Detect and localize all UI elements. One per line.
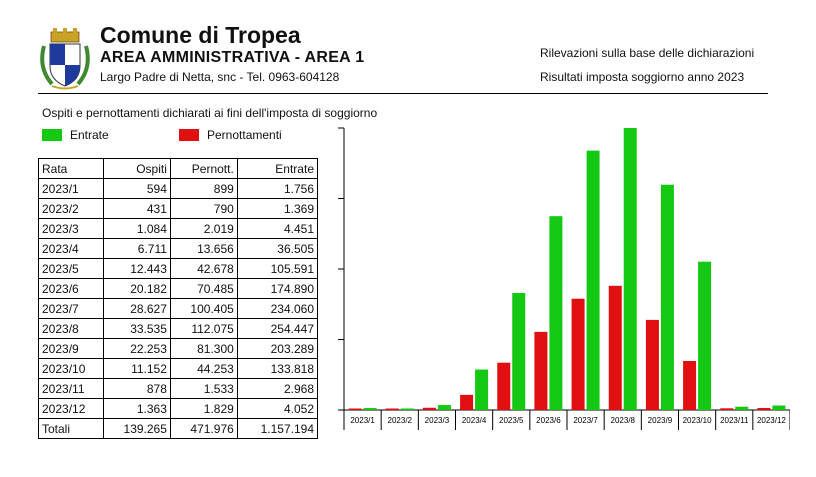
cell-ospiti: 28.627 bbox=[104, 299, 171, 319]
cell-rata: 2023/5 bbox=[39, 259, 104, 279]
bar-pernottamenti-2023-9 bbox=[646, 320, 659, 410]
cell-pernott: 899 bbox=[170, 179, 237, 199]
bar-entrate-2023-1 bbox=[364, 408, 377, 410]
legend-label-pernottamenti: Pernottamenti bbox=[207, 128, 282, 142]
x-tick-label: 2023/6 bbox=[536, 416, 561, 425]
table-row bbox=[39, 219, 318, 239]
cell-entrate: 234.060 bbox=[237, 299, 317, 319]
cell-pernott: 81.300 bbox=[170, 339, 237, 359]
coat-of-arms-logo bbox=[38, 28, 92, 92]
x-tick-label: 2023/1 bbox=[350, 416, 375, 425]
bar-entrate-2023-11 bbox=[735, 407, 748, 410]
bar-pernottamenti-2023-4 bbox=[460, 395, 473, 410]
table-row bbox=[39, 279, 318, 299]
cell-pernott: 70.485 bbox=[170, 279, 237, 299]
cell-ospiti: 1.363 bbox=[104, 399, 171, 419]
cell-rata: 2023/11 bbox=[39, 379, 104, 399]
table-row bbox=[39, 239, 318, 259]
x-tick-label: 2023/5 bbox=[499, 416, 524, 425]
header-divider bbox=[38, 93, 768, 94]
cell-ospiti: 12.443 bbox=[104, 259, 171, 279]
bar-entrate-2023-7 bbox=[587, 151, 600, 410]
header-note-2: Risultati imposta soggiorno anno 2023 bbox=[540, 70, 745, 84]
bar-pernottamenti-2023-6 bbox=[534, 332, 547, 410]
header-note-1: Rilevazioni sulla base delle dichiarazioni bbox=[540, 46, 755, 60]
table-row bbox=[39, 179, 318, 199]
cell-ospiti: 431 bbox=[104, 199, 171, 219]
cell-ospiti: 594 bbox=[104, 179, 171, 199]
cell-rata: 2023/4 bbox=[39, 239, 104, 259]
header-entrate: Entrate bbox=[237, 159, 317, 179]
cell-entrate: 133.818 bbox=[237, 359, 317, 379]
table-row bbox=[39, 359, 318, 379]
x-tick-label: 2023/9 bbox=[647, 416, 673, 425]
cell-pernott: 2.019 bbox=[170, 219, 237, 239]
cell-pernott: 100.405 bbox=[170, 299, 237, 319]
cell-rata: 2023/2 bbox=[39, 199, 104, 219]
x-tick-label: 2023/10 bbox=[682, 416, 712, 425]
bar-entrate-2023-2 bbox=[401, 408, 414, 410]
totals-label: Totali bbox=[39, 419, 104, 439]
bar-pernottamenti-2023-2 bbox=[386, 409, 399, 411]
bar-entrate-2023-3 bbox=[438, 405, 451, 410]
table-row bbox=[39, 259, 318, 279]
cell-rata: 2023/7 bbox=[39, 299, 104, 319]
legend-swatch-entrate bbox=[42, 129, 62, 141]
bar-chart bbox=[330, 118, 790, 438]
cell-pernott: 44.253 bbox=[170, 359, 237, 379]
bar-entrate-2023-9 bbox=[661, 185, 674, 410]
cell-entrate: 1.369 bbox=[237, 199, 317, 219]
x-tick-label: 2023/8 bbox=[610, 416, 635, 425]
bar-pernottamenti-2023-11 bbox=[720, 408, 733, 410]
cell-ospiti: 878 bbox=[104, 379, 171, 399]
table-row bbox=[39, 399, 318, 419]
x-tick-label: 2023/2 bbox=[387, 416, 412, 425]
x-tick-label: 2023/12 bbox=[756, 416, 786, 425]
totals-entrate: 1.157.194 bbox=[237, 419, 317, 439]
cell-rata: 2023/9 bbox=[39, 339, 104, 359]
cell-entrate: 254.447 bbox=[237, 319, 317, 339]
cell-pernott: 42.678 bbox=[170, 259, 237, 279]
cell-rata: 2023/6 bbox=[39, 279, 104, 299]
cell-entrate: 4.451 bbox=[237, 219, 317, 239]
cell-ospiti: 6.711 bbox=[104, 239, 171, 259]
cell-pernott: 1.533 bbox=[170, 379, 237, 399]
totals-row bbox=[39, 419, 318, 439]
x-tick-label: 2023/7 bbox=[573, 416, 598, 425]
table-row bbox=[39, 299, 318, 319]
table-header-row bbox=[39, 159, 318, 179]
cell-entrate: 36.505 bbox=[237, 239, 317, 259]
page-title: Comune di Tropea bbox=[100, 22, 301, 48]
cell-entrate: 1.756 bbox=[237, 179, 317, 199]
bar-entrate-2023-12 bbox=[772, 406, 785, 410]
bar-entrate-2023-8 bbox=[624, 128, 637, 410]
cell-rata: 2023/8 bbox=[39, 319, 104, 339]
legend-label-entrate: Entrate bbox=[70, 128, 109, 142]
cell-pernott: 112.075 bbox=[170, 319, 237, 339]
bar-entrate-2023-6 bbox=[549, 216, 562, 410]
cell-entrate: 105.591 bbox=[237, 259, 317, 279]
x-tick-label: 2023/3 bbox=[424, 416, 450, 425]
cell-rata: 2023/10 bbox=[39, 359, 104, 379]
cell-ospiti: 1.084 bbox=[104, 219, 171, 239]
bar-pernottamenti-2023-3 bbox=[423, 408, 436, 410]
table-row bbox=[39, 339, 318, 359]
header-ospiti: Ospiti bbox=[104, 159, 171, 179]
cell-rata: 2023/12 bbox=[39, 399, 104, 419]
data-table bbox=[38, 158, 318, 439]
cell-entrate: 4.052 bbox=[237, 399, 317, 419]
cell-pernott: 1.829 bbox=[170, 399, 237, 419]
cell-ospiti: 20.182 bbox=[104, 279, 171, 299]
bar-entrate-2023-4 bbox=[475, 370, 488, 410]
bar-pernottamenti-2023-8 bbox=[609, 286, 622, 410]
totals-ospiti: 139.265 bbox=[104, 419, 171, 439]
bar-pernottamenti-2023-12 bbox=[757, 408, 770, 410]
section-title: Ospiti e pernottamenti dichiarati ai fini dell'imposta di soggiorno bbox=[42, 106, 378, 120]
x-tick-label: 2023/11 bbox=[720, 416, 749, 425]
cell-entrate: 203.289 bbox=[237, 339, 317, 359]
cell-ospiti: 11.152 bbox=[104, 359, 171, 379]
cell-ospiti: 22.253 bbox=[104, 339, 171, 359]
cell-entrate: 174.890 bbox=[237, 279, 317, 299]
page-subtitle: AREA AMMINISTRATIVA - AREA 1 bbox=[100, 49, 365, 66]
cell-ospiti: 33.535 bbox=[104, 319, 171, 339]
cell-pernott: 13.656 bbox=[170, 239, 237, 259]
bar-pernottamenti-2023-5 bbox=[497, 363, 510, 410]
cell-pernott: 790 bbox=[170, 199, 237, 219]
header-pernott: Pernott. bbox=[170, 159, 237, 179]
bar-pernottamenti-2023-10 bbox=[683, 361, 696, 410]
legend-swatch-pernottamenti bbox=[179, 129, 199, 141]
legend-entrate bbox=[42, 128, 109, 142]
bar-pernottamenti-2023-1 bbox=[349, 409, 362, 411]
legend-pernottamenti bbox=[179, 128, 282, 142]
bar-entrate-2023-5 bbox=[512, 293, 525, 410]
bar-entrate-2023-10 bbox=[698, 262, 711, 410]
address-line: Largo Padre di Netta, snc - Tel. 0963-604128 bbox=[100, 70, 340, 84]
header-rata: Rata bbox=[39, 159, 104, 179]
cell-entrate: 2.968 bbox=[237, 379, 317, 399]
cell-rata: 2023/1 bbox=[39, 179, 104, 199]
bar-pernottamenti-2023-7 bbox=[572, 299, 585, 410]
table-row bbox=[39, 199, 318, 219]
table-row bbox=[39, 319, 318, 339]
table-row bbox=[39, 379, 318, 399]
totals-pernott: 471.976 bbox=[170, 419, 237, 439]
x-tick-label: 2023/4 bbox=[461, 416, 487, 425]
cell-rata: 2023/3 bbox=[39, 219, 104, 239]
